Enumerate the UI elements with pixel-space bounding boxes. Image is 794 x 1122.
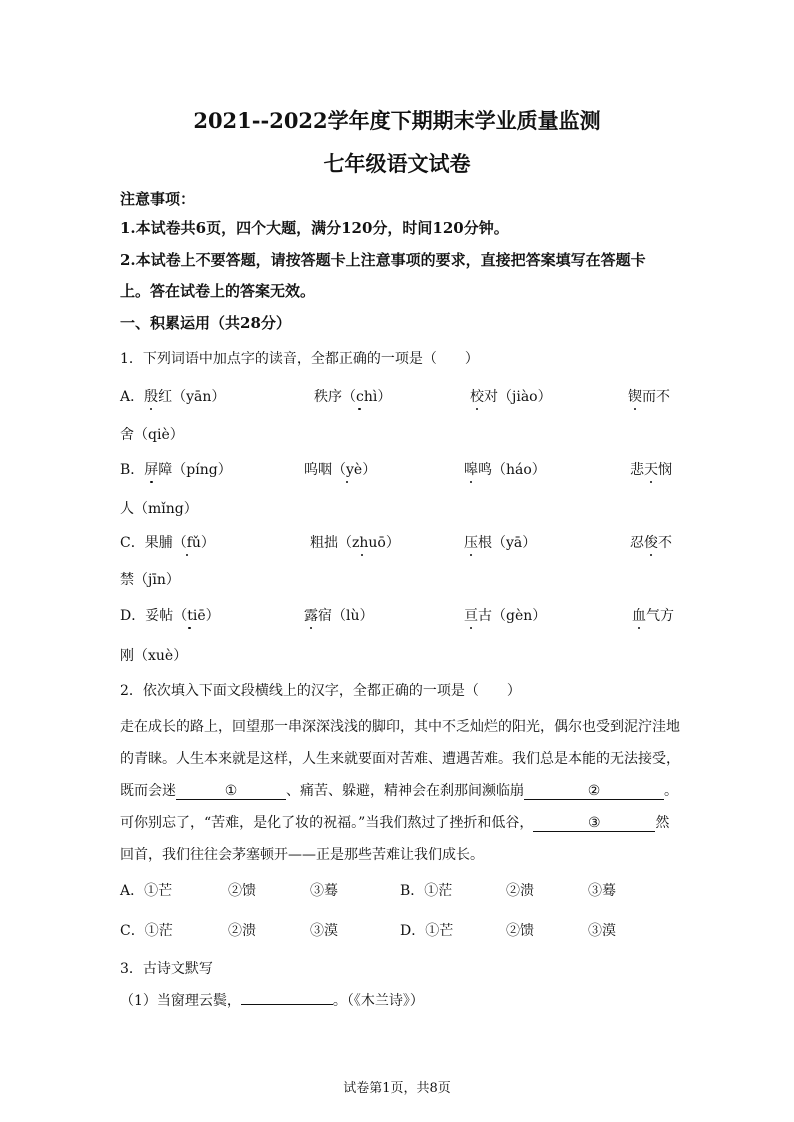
word-rest: 宿（lù） [318, 608, 374, 624]
q1-option-b [120, 459, 232, 479]
q1-c-word-2 [310, 532, 400, 552]
q1-option-d [120, 605, 220, 625]
word-rest: 鸣（háo） [478, 462, 546, 478]
dotted-char: 校 [470, 386, 484, 406]
q1-c-word-4-cont: 禁（jīn） [120, 572, 180, 588]
q2-passage-line-4 [120, 812, 669, 832]
dotted-char: 殷 [144, 386, 158, 406]
q1-a-word-3 [470, 386, 552, 406]
passage-text: 可你别忘了，“苦难，是化了妆的祝福。”当我们熬过了挫折和低谷， [120, 815, 534, 831]
q1-b-word-4-cont: 人（mǐng） [120, 501, 198, 517]
q2-option-b-c: ③蓦 [588, 883, 616, 899]
word-plain: 呜 [304, 462, 318, 478]
question-3-stem: 3．古诗文默写 [120, 961, 213, 977]
blank-3: ③ [533, 816, 655, 832]
question-1-stem: 1．下列词语中加点字的读音，全都正确的一项是（ ） [120, 351, 479, 367]
blank-1: ① [176, 784, 286, 800]
notice-item-2-line1: 2.本试卷上不要答题，请按答题卡上注意事项的要求，直接把答案填写在答题卡 [120, 251, 646, 269]
q1-a-word-4 [628, 386, 670, 406]
dotted-char: 咽（yè） [318, 459, 376, 479]
q1-c-word-4 [630, 532, 672, 552]
item-text: （1）当窗理云鬓， [120, 993, 241, 1009]
q2-option-a-c: ③蓦 [310, 883, 338, 899]
dotted-char: 压 [464, 532, 478, 552]
q2-option-b-b: ②溃 [506, 883, 534, 899]
passage-text: 。 [664, 783, 678, 799]
passage-text: 、痛苦、躲避，精神会在刹那间濒临崩 [286, 783, 524, 799]
q1-option-a [120, 386, 225, 406]
q2-option-d-b: ②馈 [506, 923, 534, 939]
option-label: A． [120, 389, 145, 405]
q2-passage-line-2: 的青睐。人生本来就是这样，人生来就要面对苦难、遭遇苦难。我们总是本能的无法接受， [120, 751, 680, 767]
dotted-char: 露 [304, 605, 318, 625]
q3-item-1 [120, 990, 424, 1010]
q2-option-c-b: ②溃 [228, 923, 256, 939]
q2-option-d: D．①芒 [400, 923, 454, 939]
q1-c-word-3 [464, 532, 536, 552]
word-rest: 根（yā） [478, 535, 537, 551]
dotted-char: 亘 [464, 605, 478, 625]
q1-d-word-4-cont: 刚（xuè） [120, 648, 188, 664]
q2-option-c: C．①茫 [120, 923, 173, 939]
q2-option-d-c: ③漠 [588, 923, 616, 939]
blank-2: ② [524, 784, 664, 800]
exam-subtitle: 七年级语文试卷 [323, 151, 471, 176]
dotted-char: 帖（tiē） [159, 605, 219, 625]
q1-a-word-4-cont: 舍（qiè） [120, 427, 184, 443]
word-rest: 而不 [642, 389, 670, 405]
option-label: B． [120, 462, 145, 478]
q1-b-word-3 [464, 459, 546, 479]
dotted-char: 拙（zhuō） [324, 532, 400, 552]
word-plain: 妥 [145, 608, 160, 624]
word-plain: 果 [144, 535, 159, 551]
q2-passage-line-1: 走在成长的路上，回望那一串深深浅浅的脚印，其中不乏灿烂的阳光，偶尔也受到泥泞洼地 [120, 719, 680, 735]
dotted-char: 脯（fǔ） [159, 532, 215, 552]
dotted-char: 锲 [628, 386, 642, 406]
passage-text: 既而会迷 [120, 783, 176, 799]
dotted-char: 悲天悯 [630, 459, 672, 479]
q1-a-word-2 [314, 386, 391, 406]
word-plain: 粗 [310, 535, 324, 551]
word-rest: 古（gèn） [478, 608, 547, 624]
question-2-stem: 2．依次填入下面文段横线上的汉字，全都正确的一项是（ ） [120, 683, 521, 699]
word-rest: 障（píng） [158, 462, 232, 478]
dotted-char: 序（chì） [328, 386, 391, 406]
word-rest: 红（yān） [158, 389, 226, 405]
section-heading: 一、积累运用（共28分） [120, 314, 291, 332]
option-label: C． [120, 535, 145, 551]
item-text: 。（《木兰诗》） [332, 993, 424, 1009]
page-footer: 试卷第1页，共8页 [343, 1081, 451, 1096]
word-rest: 气方 [646, 608, 674, 624]
passage-text: 然 [655, 815, 670, 831]
q2-option-a-b: ②馈 [228, 883, 256, 899]
q1-option-c [120, 532, 215, 552]
q1-d-word-3 [464, 605, 546, 625]
notice-item-1: 1.本试卷共6页，四个大题，满分120分，时间120分钟。 [120, 219, 509, 237]
dotted-char: 忍俊不 [630, 532, 672, 552]
notice-heading: 注意事项： [120, 190, 196, 208]
word-rest: 对（jiào） [484, 389, 552, 405]
exam-title: 2021--2022学年度下期期末学业质量监测 [193, 108, 601, 133]
q1-b-word-2 [304, 459, 376, 479]
q2-passage-line-3 [120, 780, 678, 800]
q1-d-word-4 [632, 605, 674, 625]
dotted-char: 屏 [144, 459, 158, 479]
option-label: D． [120, 608, 146, 624]
q1-b-word-4 [630, 459, 672, 479]
dotted-char: 嗥 [464, 459, 478, 479]
q1-d-word-2 [304, 605, 374, 625]
q2-option-c-c: ③漠 [310, 923, 338, 939]
notice-item-2-line2: 上。答在试卷上的答案无效。 [120, 282, 316, 300]
dotted-char: 血 [632, 605, 646, 625]
q2-option-a: A．①芒 [120, 883, 173, 899]
answer-blank [241, 1004, 333, 1005]
q2-option-b: B．①茫 [400, 883, 453, 899]
word-plain: 秩 [314, 389, 328, 405]
q2-passage-line-5: 回首，我们往往会茅塞顿开——正是那些苦难让我们成长。 [120, 847, 484, 863]
